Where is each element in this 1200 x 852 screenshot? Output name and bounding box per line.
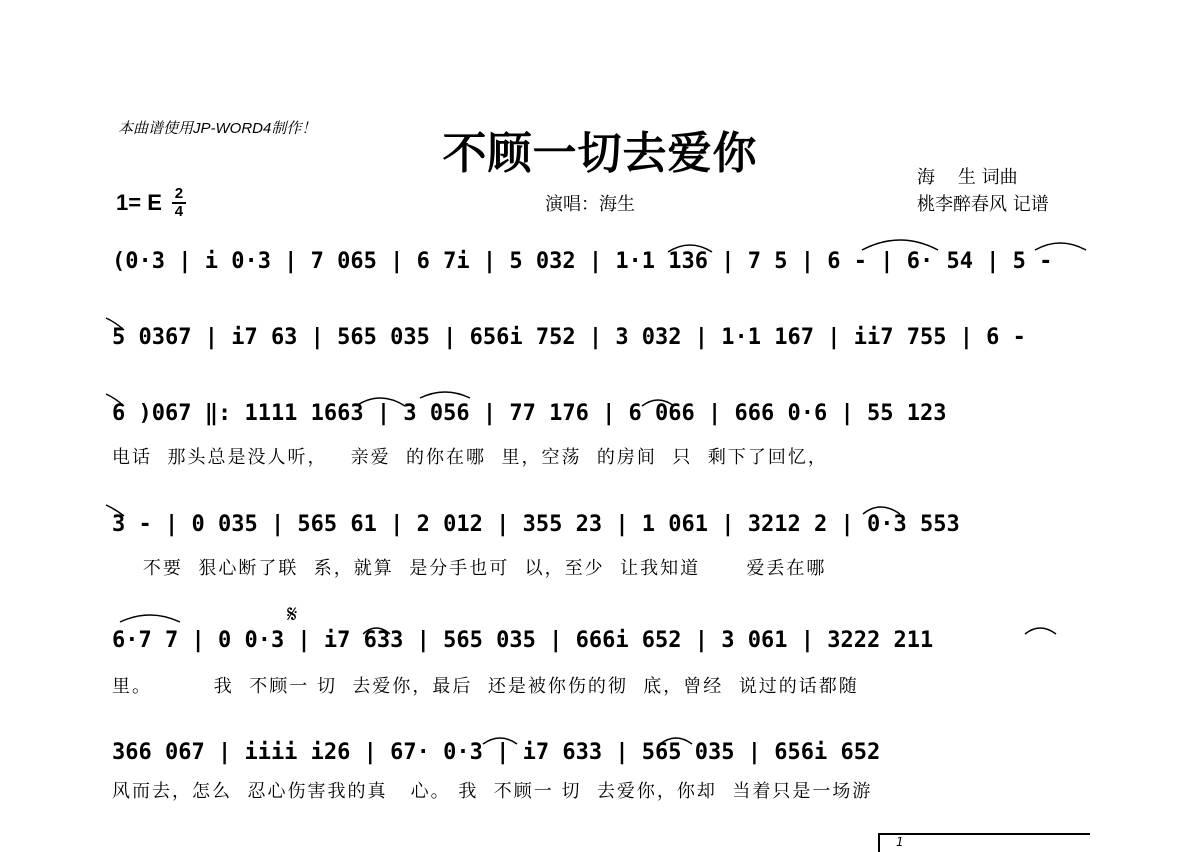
lyric-row-5: 里。 我 不顾一 切 去爱你，最后 还是被你伤的彻 底，曾经 说过的话都随 <box>112 676 859 697</box>
time-bottom: 4 <box>174 203 184 220</box>
credit-tool: 本曲谱使用JP-WORD4制作！ <box>118 120 317 137</box>
composer-credit: 海 生 词曲 <box>917 167 1018 188</box>
stave-row-3: 6 )067 ‖: 1111 1663 | 3 056 | 77 176 | 6 066 | 666 0·6 | 55 123 <box>112 401 947 426</box>
footer-frame <box>878 833 1090 852</box>
segno-sign: 𝄋 <box>287 600 298 628</box>
lyric-row-3: 电话 那头总是没人听， 亲爱 的你在哪 里，空荡 的房间 只 剩下了回忆， <box>112 447 828 468</box>
lyric-row-4: 不要 狠心断了联 系，就算 是分手也可 以，至少 让我知道 爱丢在哪 <box>112 558 827 579</box>
transcriber-credit: 桃李醉春风 记谱 <box>917 194 1049 215</box>
key-label: 1= E <box>116 190 162 215</box>
stave-row-6: 366 067 | iiii i26 | 67· 0·3 | i7 633 | 565 035 | 656i 652 <box>112 740 881 765</box>
time-top: 2 <box>174 185 184 202</box>
footer-page-number: 1 <box>896 835 904 849</box>
stave-row-2: 5 0367 | i7 63 | 565 035 | 656i 752 | 3 032 | 1·1 167 | ii7 755 | 6 - <box>112 325 1026 350</box>
lyric-row-6: 风而去，怎么 忍心伤害我的真 心。 我 不顾一 切 去爱你，你却 当着只是一场游 <box>112 781 873 802</box>
stave-row-4: 3 - | 0 035 | 565 61 | 2 012 | 355 23 | 1 061 | 3212 2 | 0·3 553 <box>112 512 960 537</box>
stave-row-5: 6·7 7 | 0 0·3 | i7 633 | 565 035 | 666i 652 | 3 061 | 3222 211 <box>112 628 934 653</box>
singer-credit: 演唱：海生 <box>545 194 635 215</box>
page-title: 不顾一切去爱你 <box>442 128 758 179</box>
stave-row-1: (0·3 | i 0·3 | 7 065 | 6 7i | 5 032 | 1·1 136 | 7 5 | 6 - | 6· 54 | 5 - <box>112 249 1053 274</box>
